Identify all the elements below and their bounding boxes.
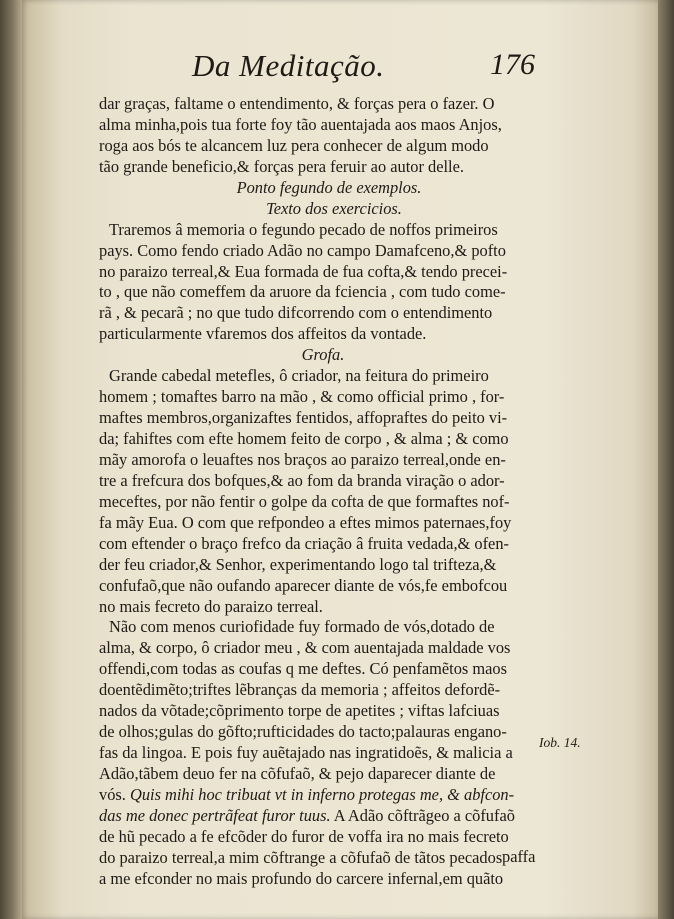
text-line: da; fahiftes com efte homem feito de corpo , & alma ; & como (99, 429, 509, 448)
text-line: do paraizo terreal,a mim cõftrange a cõfufaõ de tãtos pecados (99, 847, 503, 867)
text-line: meceftes, por não fentir o golpe da cofta de que formaftes nof- (99, 491, 510, 511)
text-line: fas da lingoa. E pois fuy auẽtajado nas ingratidoẽs, & malicia a (99, 743, 513, 763)
text-line: maftes membros,organizaftes fentidos, affopraftes do peito vi- (99, 408, 508, 428)
section-heading-texto: Texto dos exercicios. (266, 198, 402, 218)
text-segment: A Adão cõftrãgeo a cõfufaõ (333, 805, 515, 825)
text-line-mixed (99, 806, 539, 827)
section-heading-ponto: Ponto fegundo de exemplos. (236, 177, 422, 197)
text-line: particularmente vfaremos dos affeitos da vontade. (99, 324, 427, 344)
text-line: Grande cabedal metefles, ô criador, na feitura do primeiro (109, 366, 489, 386)
text-line: Traremos â memoria o fegundo pecado de noffos primeiros (109, 219, 498, 239)
text-line: roga aos bós te alcancem luz pera conhecer de algum modo (99, 135, 489, 155)
text-line: rã , & pecarã ; no que tudo difcorrendo com o entendimento (99, 303, 493, 323)
text-line: alma minha,pois tua forte foy tão auentajada aos maos Anjos, (99, 114, 502, 134)
text-block (99, 94, 539, 890)
text-line: doentẽdimẽto;triftes lẽbranças da memoria ; affeitos defordẽ- (99, 680, 501, 700)
latin-quote: das me donec pertrãfeat furor tuus. (99, 805, 331, 825)
text-segment: vós. (99, 784, 126, 804)
section-heading-grosa: Grofa. (301, 345, 345, 365)
latin-quote: Quis mihi hoc tribuat vt in inferno protegas me, & abfcon- (129, 784, 515, 804)
book-page (22, 0, 658, 919)
text-line: mãy amorofa o leuaftes nos braços ao paraizo terreal,onde en- (99, 449, 506, 469)
margin-note: Iob. 14. (539, 735, 581, 750)
text-line-mixed (99, 785, 539, 806)
page-edge (658, 0, 674, 919)
text-line: Não com menos curiofidade fuy formado de vós,dotado de (109, 617, 495, 637)
text-line: de hũ pecado a fe efcõder do furor de voffa ira no mais fecreto (99, 826, 509, 846)
text-line: a me efconder no mais profundo do carcere infernal,em quãto (99, 868, 504, 888)
text-line: confufaõ,que não oufando aparecer diante de vós,fe embofcou (99, 575, 508, 595)
text-line: no mais fecreto do paraizo terreal. (99, 596, 323, 616)
text-line: der feu criador,& Senhor, experimentando logo tal trifteza,& (99, 554, 497, 574)
text-line: homem ; tomaftes barro na mão , & como official primo , for- (99, 387, 505, 407)
book-binding (0, 0, 22, 919)
page-number: 176 (490, 48, 535, 81)
text-line: to , que não comeffem da aruore da fciencia , com tudo come- (99, 282, 506, 302)
text-line: pays. Como fendo criado Adão no campo Damafceno,& pofto (99, 240, 506, 260)
text-line: offendi,com todas as coufas q me deftes. Có penfamẽtos maos (99, 659, 507, 679)
text-line: fa mãy Eua. O com que refpondeo a eftes mimos paternaes,foy (99, 512, 512, 532)
text-line: nados da võtade;cõprimento torpe de apetites ; viftas lafciuas (99, 701, 500, 721)
page-header (22, 46, 658, 90)
text-line: no paraizo terreal,& Eua formada de fua cofta,& tendo precei- (99, 261, 508, 281)
text-line: Adão,tãbem deuo fer na cõfufaõ, & pejo daparecer diante de (99, 764, 496, 783)
text-line: tre a frefcura dos bofques,& ao fom da branda viração o ador- (99, 470, 505, 490)
text-line: alma, & corpo, ô criador meu , & com auentajada maldade vos (99, 638, 511, 658)
text-line: com eftender o braço frefco da criação â fruita vedada,& ofen- (99, 533, 509, 553)
text-line: de olhos;gulas do gõfto;rufticidades do tacto;palauras engano- (99, 722, 507, 742)
catchword: paffa (502, 847, 536, 866)
running-title: Da Meditação. (192, 48, 385, 83)
text-line: dar graças, faltame o entendimento, & forças pera o fazer. O (99, 94, 495, 113)
text-line: tão grande beneficio,& forças pera feruir ao autor delle. (99, 156, 464, 176)
